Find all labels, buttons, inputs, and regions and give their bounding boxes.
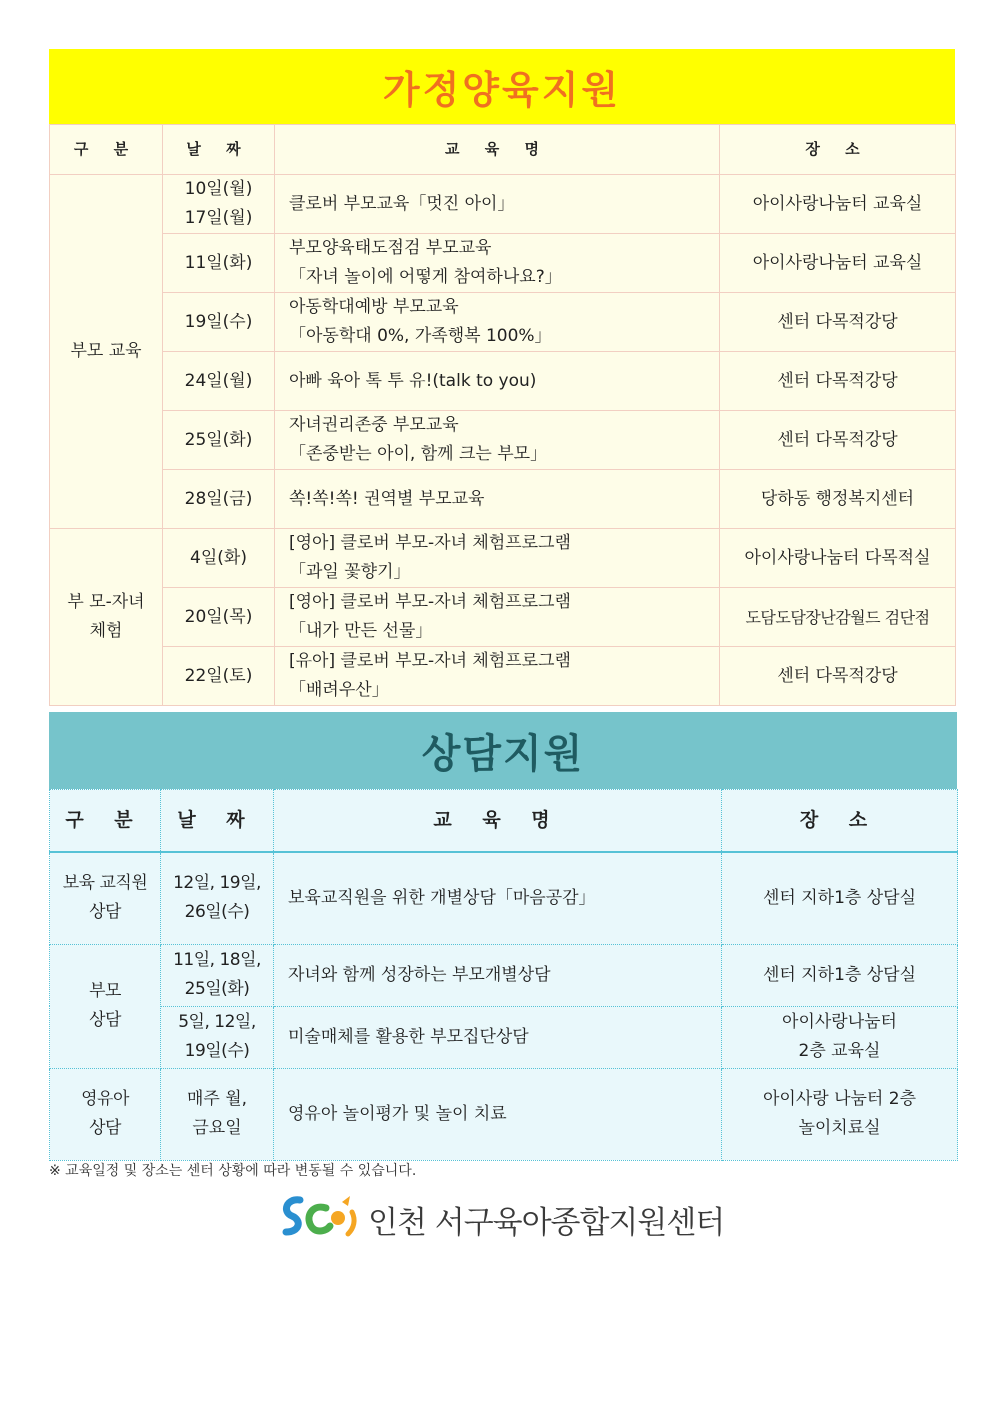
sci-logo-icon — [278, 1192, 360, 1246]
program-cell: 영유아 놀이평가 및 놀이 치료 — [274, 1068, 722, 1160]
place-cell: 센터 다목적강당 — [720, 647, 956, 706]
header-place: 장 소 — [720, 125, 956, 175]
date-cell: 5일, 12일, 19일(수) — [161, 1006, 274, 1068]
table-row — [50, 234, 956, 293]
section-title: 가정양육지원 — [382, 68, 622, 112]
center-logo — [278, 1192, 724, 1246]
place-cell: 아이사랑나눔터 교육실 — [720, 175, 956, 234]
place-cell: 당하동 행정복지센터 — [720, 470, 956, 529]
table-row — [50, 293, 956, 352]
table-row — [50, 852, 958, 944]
date-cell: 24일(월) — [163, 352, 275, 411]
category-cell: 영유아 상담 — [50, 1068, 161, 1160]
table-row — [50, 588, 956, 647]
date-cell: 11일(화) — [163, 234, 275, 293]
program-cell: 자녀와 함께 성장하는 부모개별상담 — [274, 944, 722, 1006]
counseling-schedule-table — [49, 789, 958, 1161]
header-date: 날 짜 — [163, 125, 275, 175]
header-date: 날 짜 — [161, 790, 274, 853]
category-cell: 보육 교직원 상담 — [50, 852, 161, 944]
header-category: 구 분 — [50, 790, 161, 853]
place-cell: 센터 지하1층 상담실 — [722, 944, 958, 1006]
date-cell: 12일, 19일, 26일(수) — [161, 852, 274, 944]
place-cell: 센터 지하1층 상담실 — [722, 852, 958, 944]
place-cell: 아이사랑 나눔터 2층 놀이치료실 — [722, 1068, 958, 1160]
date-cell: 25일(화) — [163, 411, 275, 470]
category-cell: 부모 교육 — [50, 175, 163, 529]
header-category: 구 분 — [50, 125, 163, 175]
table-row — [50, 1006, 958, 1068]
table-row — [50, 411, 956, 470]
parenting-schedule-table — [49, 124, 956, 706]
program-cell: [영아] 클로버 부모-자녀 체험프로그램 「내가 만든 선물」 — [275, 588, 720, 647]
header-program: 교 육 명 — [274, 790, 722, 853]
date-cell: 19일(수) — [163, 293, 275, 352]
program-cell: 부모양육태도점검 부모교육 「자녀 놀이에 어떻게 참여하나요?」 — [275, 234, 720, 293]
program-cell: [영아] 클로버 부모-자녀 체험프로그램 「과일 꽃향기」 — [275, 529, 720, 588]
program-cell: 클로버 부모교육「멋진 아이」 — [275, 175, 720, 234]
table-row — [50, 529, 956, 588]
place-cell: 아이사랑나눔터 교육실 — [720, 234, 956, 293]
program-cell: [유아] 클로버 부모-자녀 체험프로그램 「배려우산」 — [275, 647, 720, 706]
date-cell: 28일(금) — [163, 470, 275, 529]
category-cell: 부 모-자녀 체험 — [50, 529, 163, 706]
date-cell: 20일(목) — [163, 588, 275, 647]
date-cell: 10일(월) 17일(월) — [163, 175, 275, 234]
category-cell: 부모 상담 — [50, 944, 161, 1068]
counseling-section — [49, 712, 957, 1161]
table-row — [50, 944, 958, 1006]
header-place: 장 소 — [722, 790, 958, 853]
place-cell: 센터 다목적강당 — [720, 352, 956, 411]
section-title-banner — [49, 49, 955, 124]
program-cell: 아동학대예방 부모교육 「아동학대 0%, 가족행복 100%」 — [275, 293, 720, 352]
center-name: 인천 서구육아종합지원센터 — [368, 1204, 725, 1241]
program-cell: 미술매체를 활용한 부모집단상담 — [274, 1006, 722, 1068]
schedule-change-note: ※ 교육일정 및 장소는 센터 상황에 따라 변동될 수 있습니다. — [49, 1163, 417, 1179]
table-row — [50, 647, 956, 706]
place-cell: 아이사랑나눔터 다목적실 — [720, 529, 956, 588]
section-title: 상담지원 — [421, 731, 585, 777]
place-cell: 센터 다목적강당 — [720, 293, 956, 352]
header-program: 교 육 명 — [275, 125, 720, 175]
family-parenting-section — [49, 49, 955, 706]
date-cell: 4일(화) — [163, 529, 275, 588]
table-row — [50, 470, 956, 529]
section-title-banner — [49, 712, 957, 789]
date-cell: 매주 월, 금요일 — [161, 1068, 274, 1160]
table-header-row — [50, 790, 958, 853]
place-cell: 도담도담장난감월드 검단점 — [720, 588, 956, 647]
table-row — [50, 1068, 958, 1160]
program-cell: 보육교직원을 위한 개별상담「마음공감」 — [274, 852, 722, 944]
program-cell: 아빠 육아 톡 투 유!(talk to you) — [275, 352, 720, 411]
place-cell: 센터 다목적강당 — [720, 411, 956, 470]
table-row — [50, 352, 956, 411]
table-header-row — [50, 125, 956, 175]
date-cell: 22일(토) — [163, 647, 275, 706]
place-cell: 아이사랑나눔터 2층 교육실 — [722, 1006, 958, 1068]
date-cell: 11일, 18일, 25일(화) — [161, 944, 274, 1006]
table-row — [50, 175, 956, 234]
program-cell: 자녀권리존중 부모교육 「존중받는 아이, 함께 크는 부모」 — [275, 411, 720, 470]
program-cell: 쏙!쏙!쏙! 권역별 부모교육 — [275, 470, 720, 529]
